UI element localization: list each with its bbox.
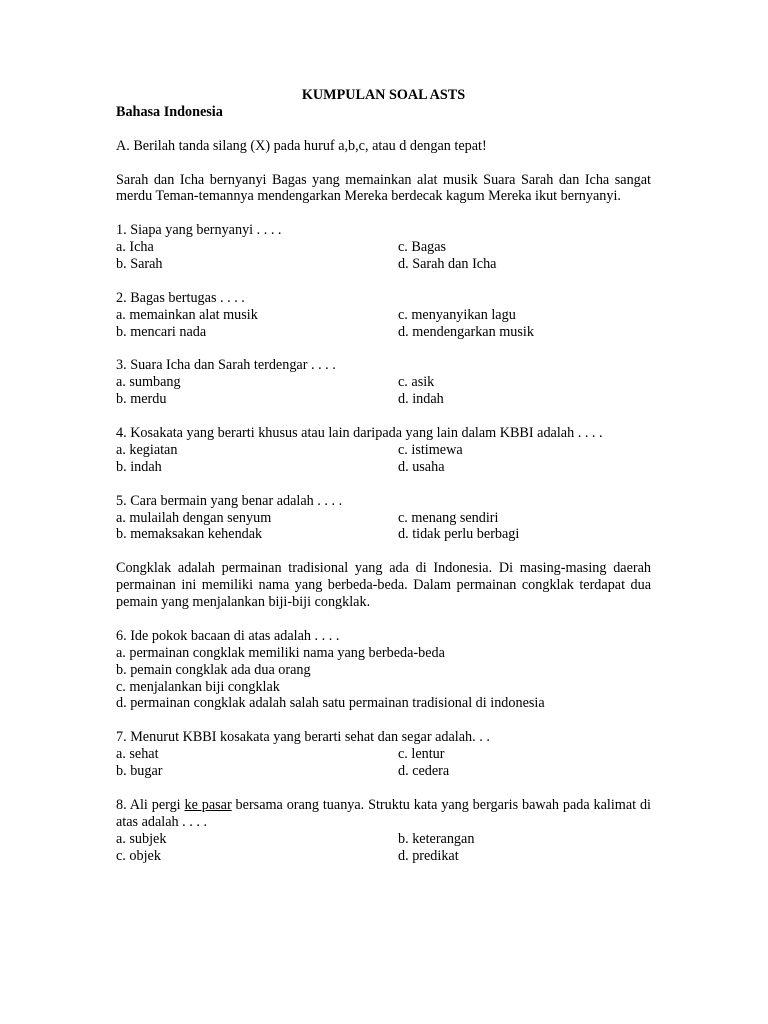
option-d: d. indah — [398, 391, 444, 408]
option-b: b. keterangan — [398, 830, 475, 847]
option-a: a. mulailah dengan senyum — [116, 509, 272, 526]
option-d: d. predikat — [398, 847, 459, 864]
question-3 — [116, 357, 651, 408]
document-page — [116, 87, 651, 865]
option-c: c. istimewa — [398, 441, 463, 458]
option-a: a. Icha — [116, 239, 154, 256]
reading-passage-1: Sarah dan Icha bernyanyi Bagas yang memainkan alat musik Suara Sarah dan Icha sangat merdu Teman-temannya mendengarkan Mereka berdecak kagum Mereka ikut bernyanyi. — [116, 171, 651, 205]
stem-before: 8. Ali pergi — [116, 796, 185, 813]
option-c: c. menjalankan biji congklak — [116, 678, 280, 695]
option-d: d. permainan congklak adalah salah satu permainan tradisional di indonesia — [116, 695, 545, 712]
document-title: KUMPULAN SOAL ASTS — [301, 87, 466, 103]
option-b: b. merdu — [116, 391, 167, 408]
option-b: b. Sarah — [116, 256, 163, 273]
option-a: a. subjek — [116, 830, 167, 847]
underlined-phrase: ke pasar — [184, 796, 232, 813]
option-c: c. menyanyikan lagu — [398, 306, 516, 323]
option-a: a. permainan congklak memiliki nama yang berbeda-beda — [116, 644, 445, 661]
question-2 — [116, 290, 651, 341]
option-c: c. asik — [398, 374, 435, 391]
instruction-text: A. Berilah tanda silang (X) pada huruf a,b,c, atau d dengan tepat! — [116, 137, 487, 154]
question-stem: 1. Siapa yang bernyanyi . . . . — [116, 222, 282, 239]
option-c: c. objek — [116, 847, 161, 864]
question-5 — [116, 493, 651, 544]
question-stem: 5. Cara bermain yang benar adalah . . . . — [116, 492, 343, 509]
option-c: c. lentur — [398, 746, 445, 763]
option-d: d. Sarah dan Icha — [398, 256, 497, 273]
option-c: c. menang sendiri — [398, 509, 499, 526]
question-stem: 3. Suara Icha dan Sarah terdengar . . . . — [116, 357, 336, 374]
option-a: a. sehat — [116, 746, 159, 763]
option-d: d. cedera — [398, 763, 450, 780]
option-b: b. memaksakan kehendak — [116, 526, 263, 543]
question-stem: 4. Kosakata yang berarti khusus atau lain daripada yang lain dalam KBBI adalah . . . . — [116, 425, 603, 442]
option-d: d. usaha — [398, 458, 445, 475]
reading-passage-2: Congklak adalah permainan tradisional yang ada di Indonesia. Di masing-masing daerah permainan ini memiliki nama yang berbeda-beda. Dalam permainan congklak terdapat dua pemain yang menjalankan biji-biji congklak. — [116, 560, 651, 611]
question-6 — [116, 628, 651, 713]
subject-heading: Bahasa Indonesia — [116, 103, 223, 120]
option-b: b. indah — [116, 458, 162, 475]
option-b: b. bugar — [116, 763, 163, 780]
question-stem: 2. Bagas bertugas . . . . — [116, 289, 245, 306]
question-7 — [116, 729, 651, 780]
option-d: d. tidak perlu berbagi — [398, 526, 520, 543]
question-stem — [116, 797, 651, 831]
option-a: a. sumbang — [116, 374, 181, 391]
question-stem: 7. Menurut KBBI kosakata yang berarti sehat dan segar adalah. . . — [116, 729, 490, 746]
option-b: b. mencari nada — [116, 323, 207, 340]
question-8 — [116, 797, 651, 865]
question-4 — [116, 425, 651, 476]
question-1 — [116, 222, 651, 273]
stem-after: bersama orang tuanya. Struktu kata yang bergaris bawah pada kalimat di atas adalah . . . . — [116, 796, 651, 830]
option-a: a. kegiatan — [116, 441, 178, 458]
question-stem: 6. Ide pokok bacaan di atas adalah . . . . — [116, 627, 340, 644]
option-b: b. pemain congklak ada dua orang — [116, 661, 311, 678]
option-a: a. memainkan alat musik — [116, 306, 258, 323]
option-c: c. Bagas — [398, 239, 447, 256]
option-d: d. mendengarkan musik — [398, 323, 534, 340]
